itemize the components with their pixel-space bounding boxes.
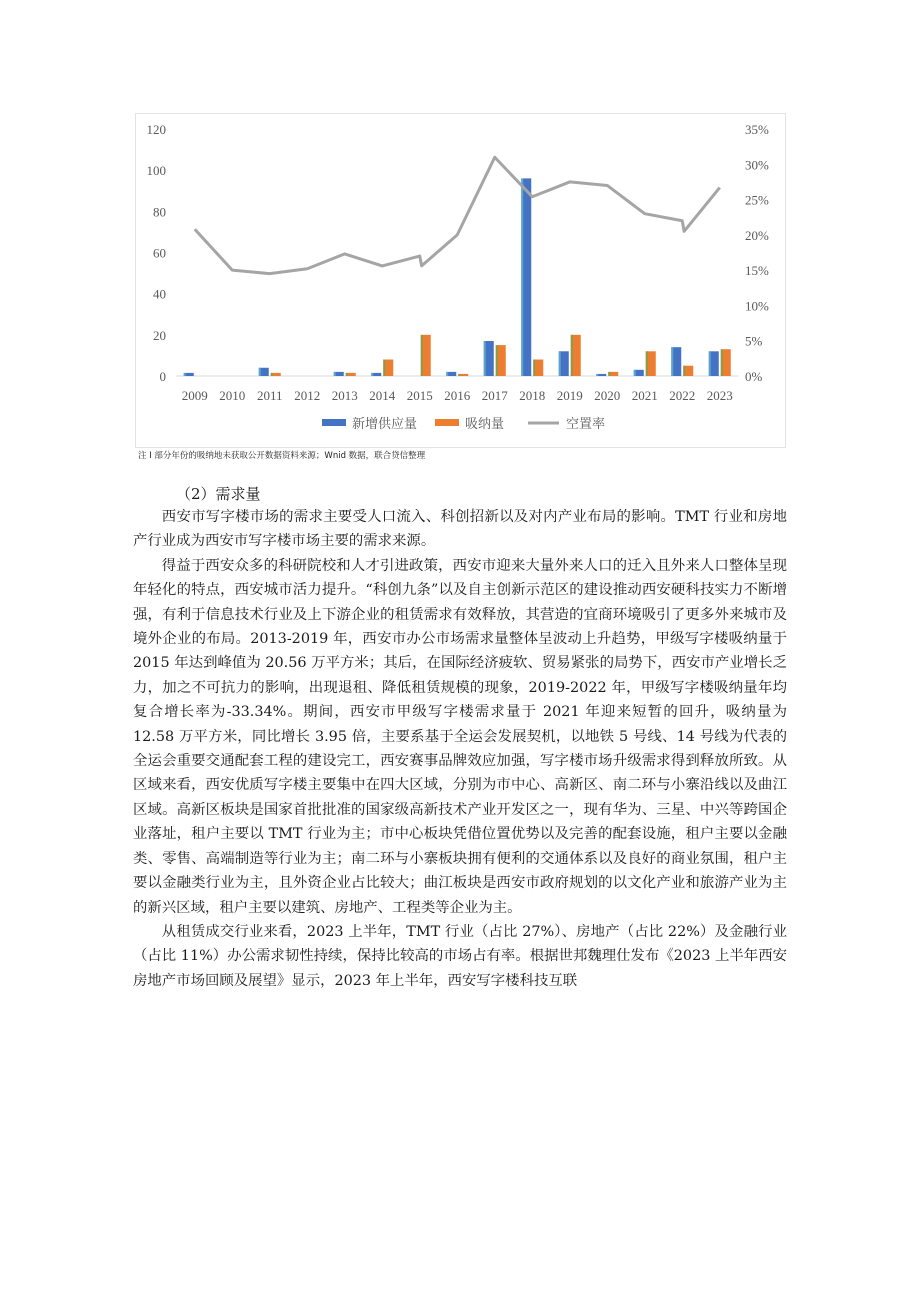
right-tick-label: 25% bbox=[745, 192, 769, 208]
left-tick-label: 20 bbox=[153, 327, 166, 343]
x-tick-label: 2012 bbox=[294, 388, 321, 403]
bar-edge bbox=[184, 373, 186, 376]
bar-edge bbox=[496, 345, 498, 376]
x-tick-label: 2009 bbox=[181, 388, 208, 403]
right-tick-label: 5% bbox=[745, 333, 763, 349]
x-tick-label: 2021 bbox=[631, 388, 658, 403]
left-tick-label: 0 bbox=[159, 369, 166, 384]
x-tick-label: 2011 bbox=[256, 388, 283, 403]
right-tick-label: 15% bbox=[745, 263, 769, 279]
body-text bbox=[133, 505, 787, 993]
legend bbox=[322, 416, 605, 432]
x-tick-label: 2015 bbox=[406, 388, 433, 403]
legend-label-absorption: 吸纳量 bbox=[465, 417, 505, 432]
chart bbox=[136, 114, 785, 447]
vacancy-line bbox=[195, 157, 720, 273]
bar-edge bbox=[421, 335, 423, 376]
right-tick-label: 0% bbox=[745, 369, 763, 384]
bar-edge bbox=[371, 373, 373, 376]
left-axis bbox=[147, 122, 167, 384]
bars bbox=[184, 178, 731, 376]
right-tick-label: 20% bbox=[745, 227, 769, 243]
bar-edge bbox=[383, 360, 385, 376]
legend-swatch-absorption bbox=[435, 419, 459, 426]
x-tick-label: 2017 bbox=[481, 388, 508, 403]
bar-edge bbox=[596, 374, 598, 376]
bar-edge bbox=[334, 372, 336, 376]
chart-note: 注 I 部分年份的吸纳地未获取公开数据资料来源；Wnid 数据，联合贷信整理 bbox=[138, 451, 426, 461]
bar-edge bbox=[709, 351, 711, 376]
bar-edge bbox=[346, 373, 348, 376]
paragraph-1: 西安市写字楼市场的需求主要受人口流入、科创招新以及对内产业布局的影响。TMT 行业和房地产行业成为西安市写字楼市场主要的需求来源。 bbox=[133, 509, 787, 550]
x-tick-label: 2013 bbox=[331, 388, 358, 403]
legend-swatch-supply bbox=[322, 419, 346, 426]
left-tick-label: 60 bbox=[153, 245, 166, 261]
left-tick-label: 40 bbox=[153, 286, 166, 302]
x-tick-label: 2010 bbox=[219, 388, 246, 403]
bar-edge bbox=[608, 372, 610, 376]
left-tick-label: 120 bbox=[146, 122, 166, 137]
paragraph-2: 得益于西安众多的科研院校和人才引进政策，西安市迎来大量外来人口的迁入且外来人口整体呈现年轻化的特点，西安城市活力提升。“科创九条”以及自主创新示范区的建设推动西安硬科技实力不断增强，有利于信息技术行业及上下游企业的租赁需求有效释放，其营造的宜商环境吸引了更多外来城市及境外企业的布局。2013-2019 年，西安市办公市场需求量整体呈波动上升趋势，甲级写字楼吸纳量于 2015 年达到峰值为 20.56 万平方米；其后，在国际经济疲软、贸易紧张的局势下，西安市产业增长乏力，加之不可抗力的影响，出现退租、降低租赁规模的现象，2019-2022 年，甲级写字楼吸纳量年均复合增长率为-33.34%。期间，西安市甲级写字楼需求量于 2021 年迎来短暂的回升，吸纳量为 12.58 万平方米，同比增长 3.95 倍，主要系基于全运会发展契机，以地铁 5 号线、14 号线为代表的全运会重要交通配套工程的建设完工，西安赛事品牌效应加强，写字楼市场升级需求得到释放所致。从区域来看，西安优质写字楼主要集中在四大区域，分别为市中心、高新区、南二环与小寨沿线以及曲江区域。高新区板块是国家首批批准的国家级高新技术产业开发区之一，现有华为、三星、中兴等跨国企业落址，租户主要以 TMT 行业为主；市中心板块凭借位置优势以及完善的配套设施，租户主要以金融类、零售、高端制造等行业为主；南二环与小寨板块拥有便利的交通体系以及良好的商业氛围，租户主要以金融类行业为主，且外资企业占比较大；曲江板块是西安市政府规划的以文化产业和旅游产业为主的新兴区域，租户主要以建筑、房地产、工程类等企业为主。 bbox=[133, 557, 787, 916]
x-tick-label: 2020 bbox=[594, 388, 621, 403]
x-tick-label: 2019 bbox=[556, 388, 583, 403]
bar-edge bbox=[521, 178, 523, 376]
vacancy-polyline bbox=[195, 157, 720, 273]
paragraph-3: 从租赁成交行业来看，2023 上半年，TMT 行业（占比 27%）、房地产（占比 22%）及金融行业（占比 11%）办公需求韧性持续，保持比较高的市场占有率。根据世邦魏理仕发布《2023 上半年西安房地产市场回顾及展望》显示，2023 年上半年，西安写字楼科技互联 bbox=[133, 923, 787, 989]
right-tick-label: 30% bbox=[745, 157, 769, 173]
right-tick-label: 35% bbox=[745, 122, 769, 137]
right-axis bbox=[745, 122, 769, 384]
legend-label-vacancy: 空置率 bbox=[566, 417, 606, 432]
bar-edge bbox=[484, 341, 486, 376]
legend-label-supply: 新增供应量 bbox=[352, 417, 418, 432]
x-tick-label: 2016 bbox=[444, 388, 471, 403]
left-tick-label: 80 bbox=[153, 204, 166, 220]
bar-edge bbox=[634, 370, 636, 376]
left-tick-label: 100 bbox=[146, 163, 166, 179]
x-axis bbox=[182, 388, 733, 403]
bar-edge bbox=[671, 347, 673, 376]
x-tick-label: 2023 bbox=[706, 388, 733, 403]
chart-frame bbox=[135, 113, 786, 448]
bar-edge bbox=[458, 374, 460, 376]
right-tick-label: 10% bbox=[745, 298, 769, 314]
x-tick-label: 2014 bbox=[369, 388, 396, 403]
bar-edge bbox=[571, 335, 573, 376]
bar-edge bbox=[533, 360, 535, 376]
bar-edge bbox=[559, 351, 561, 376]
x-tick-label: 2018 bbox=[519, 388, 546, 403]
bar-edge bbox=[271, 373, 273, 376]
bar-edge bbox=[259, 368, 261, 376]
bar-edge bbox=[683, 366, 685, 376]
bar-edge bbox=[446, 372, 448, 376]
bar-edge bbox=[646, 351, 648, 376]
x-tick-label: 2022 bbox=[669, 388, 696, 403]
bar-edge bbox=[721, 349, 723, 376]
section-heading: （2）需求量 bbox=[176, 485, 261, 503]
